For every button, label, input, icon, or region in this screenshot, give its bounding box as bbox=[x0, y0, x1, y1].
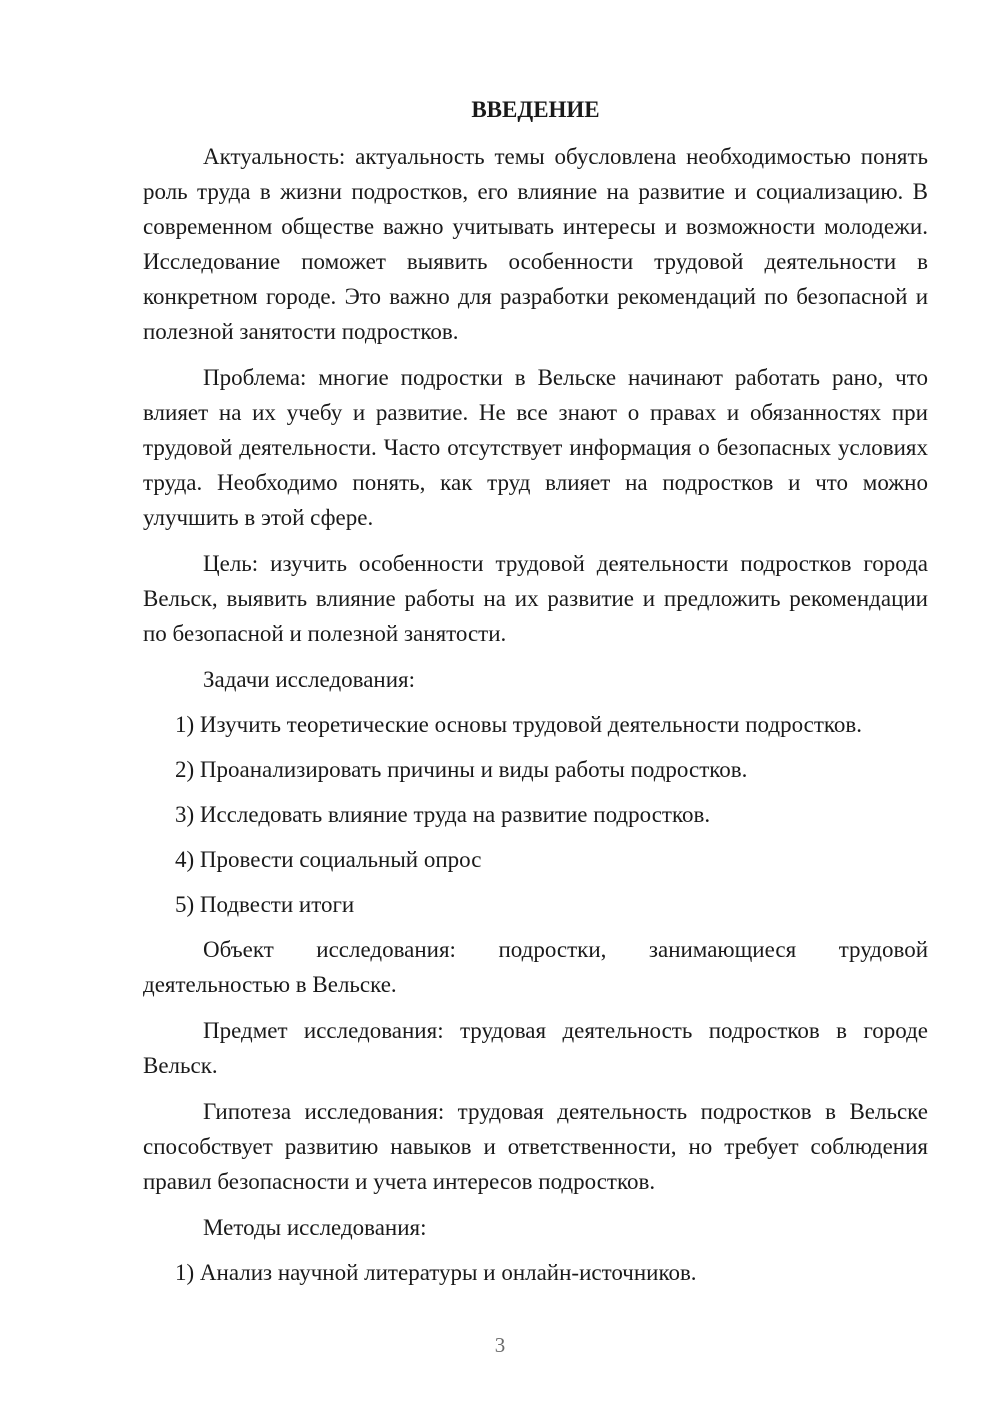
hypothesis-paragraph: Гипотеза исследования: трудовая деятельность подростков в Вельске способствует развитию навыков и ответственности, но требует соблюдения правил безопасности и учета интересов подростков. bbox=[143, 1099, 928, 1194]
list-item: 5) Подвести итоги bbox=[175, 892, 355, 917]
list-item: 1) Анализ научной литературы и онлайн-источников. bbox=[175, 1260, 697, 1285]
relevance-paragraph: Актуальность: актуальность темы обусловлена необходимостью понять роль труда в жизни подростков, его влияние на развитие и социализацию. В современном обществе важно учитывать интересы и возможности молодежи. Исследование поможет выявить особенности трудовой деятельности в конкретном городе. Это важно для разработки рекомендаций по безопасной и полезной занятости подростков. bbox=[143, 144, 928, 344]
document-body bbox=[143, 92, 928, 1300]
list-item: 2) Проанализировать причины и виды работы подростков. bbox=[175, 757, 748, 782]
object-paragraph: Объект исследования: подростки, занимающиеся трудовой деятельностью в Вельске. bbox=[143, 937, 928, 997]
methods-heading: Методы исследования: bbox=[203, 1215, 427, 1240]
page-number: 3 bbox=[494, 1333, 506, 1357]
list-item: 1) Изучить теоретические основы трудовой деятельности подростков. bbox=[175, 712, 863, 737]
list-item: 4) Провести социальный опрос bbox=[175, 847, 482, 872]
tasks-list bbox=[143, 707, 928, 922]
problem-paragraph: Проблема: многие подростки в Вельске начинают работать рано, что влияет на их учебу и развитие. Не все знают о правах и обязанностях при трудовой деятельности. Часто отсутствует информация о безопасных условиях труда. Необходимо понять, как труд влияет на подростков и что можно улучшить в этой сфере. bbox=[143, 365, 928, 530]
list-item: 3) Исследовать влияние труда на развитие подростков. bbox=[175, 802, 711, 827]
page-title: ВВЕДЕНИЕ bbox=[471, 97, 600, 122]
goal-paragraph: Цель: изучить особенности трудовой деятельности подростков города Вельск, выявить влияние работы на их развитие и предложить рекомендации по безопасной и полезной занятости. bbox=[143, 551, 928, 646]
subject-paragraph: Предмет исследования: трудовая деятельность подростков в городе Вельск. bbox=[143, 1018, 928, 1078]
methods-list bbox=[143, 1255, 928, 1290]
tasks-heading: Задачи исследования: bbox=[203, 667, 416, 692]
